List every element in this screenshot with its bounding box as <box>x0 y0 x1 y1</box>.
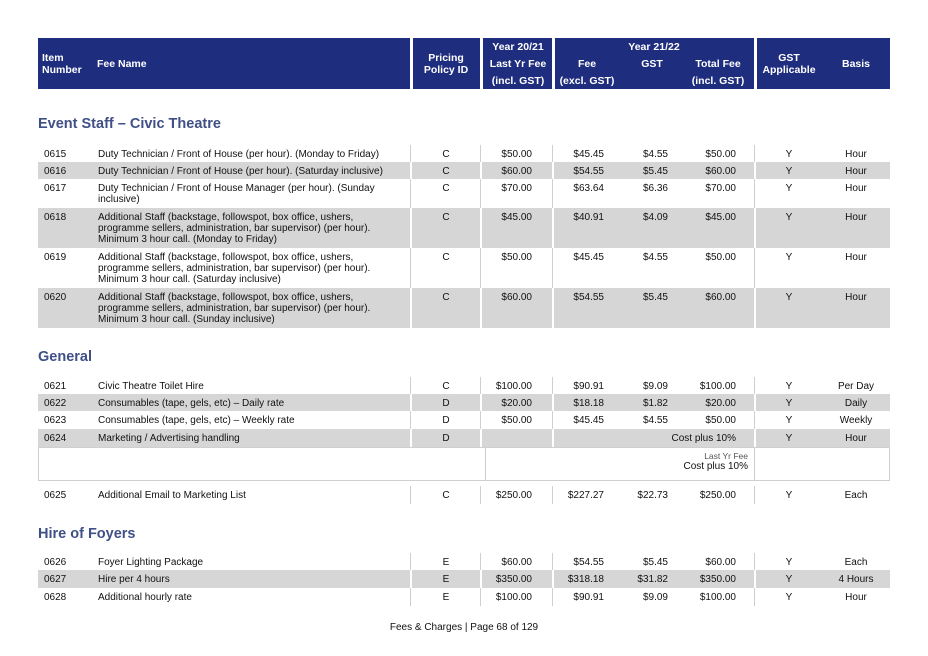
cell-policy: D <box>442 415 450 426</box>
table-row <box>38 248 890 288</box>
cell-fee: $54.55 <box>573 166 604 177</box>
cell-basis: Hour <box>845 149 867 160</box>
table-row <box>38 588 890 606</box>
table-row <box>38 162 890 179</box>
cell-name: Hire per 4 hours <box>98 574 170 585</box>
table-row <box>38 486 890 504</box>
cell-fee: $90.91 <box>573 381 604 392</box>
cell-name: Additional hourly rate <box>98 592 192 603</box>
cell-total: $50.00 <box>705 149 736 160</box>
cell-last: $350.00 <box>495 574 532 585</box>
cell-gst: $5.45 <box>642 557 668 568</box>
cell-total: $20.00 <box>705 398 736 409</box>
cell-basis: Hour <box>845 166 867 177</box>
section-title: General <box>38 349 92 365</box>
cell-gst: $5.45 <box>642 166 668 177</box>
cell-fee: $318.18 <box>567 574 604 585</box>
section-title: Event Staff – Civic Theatre <box>38 116 221 132</box>
cell-last: $50.00 <box>501 252 532 263</box>
table-row <box>38 429 890 447</box>
cell-policy: C <box>442 149 450 160</box>
cell-item: 0627 <box>44 574 67 585</box>
cell-total: $50.00 <box>705 415 736 426</box>
cell-basis: Per Day <box>837 381 875 392</box>
cell-name: Civic Theatre Toilet Hire <box>98 381 204 392</box>
cell-total: $100.00 <box>699 592 736 603</box>
cell-name: Duty Technician / Front of House Manager (per hour). (Sunday inclusive) <box>98 183 375 205</box>
cell-name: Additional Staff (backstage, followspot, box office, ushers, programme sellers, administration, bar supervisor) (per hour). Minimum 3 hour call. (Monday to Friday) <box>98 212 371 245</box>
cell-basis: Hour <box>845 212 867 223</box>
cell-item: 0616 <box>44 166 67 177</box>
header-incl-gst-prev: (incl. GST) <box>491 75 545 87</box>
cell-applicable: Y <box>785 166 793 177</box>
cell-applicable: Y <box>785 490 793 501</box>
cell-fee: $40.91 <box>573 212 604 223</box>
cell-policy: C <box>442 381 450 392</box>
header-basis: Basis <box>841 57 871 70</box>
cell-gst: $4.09 <box>642 212 668 223</box>
table-row <box>38 570 890 588</box>
cell-last: $60.00 <box>501 557 532 568</box>
table-row <box>38 377 890 394</box>
header-last-yr-fee: Last Yr Fee <box>489 58 547 70</box>
cell-item: 0626 <box>44 557 67 568</box>
cell-name: Consumables (tape, gels, etc) – Weekly rate <box>98 415 295 426</box>
cell-fee: $45.45 <box>573 149 604 160</box>
cell-total: $45.00 <box>705 212 736 223</box>
cell-applicable: Y <box>785 183 793 194</box>
header-incl-gst-curr: (incl. GST) <box>691 75 745 87</box>
table-row <box>38 553 890 570</box>
cell-applicable: Y <box>785 381 793 392</box>
page-footer: Fees & Charges | Page 68 of 129 <box>389 622 539 633</box>
cell-last: $70.00 <box>501 183 532 194</box>
header-gst: GST <box>641 58 663 70</box>
section-title: Hire of Foyers <box>38 526 136 542</box>
cell-last: $20.00 <box>501 398 532 409</box>
header-fee-name: Fee Name <box>97 57 147 70</box>
header-total-fee: Total Fee <box>695 58 741 70</box>
cell-total: $60.00 <box>705 292 736 303</box>
cell-applicable: Y <box>785 252 793 263</box>
table-row <box>38 411 890 429</box>
cell-gst: $1.82 <box>642 398 668 409</box>
cell-name: Duty Technician / Front of House (per hour). (Saturday inclusive) <box>98 166 383 177</box>
cell-applicable: Y <box>785 292 793 303</box>
cell-item: 0618 <box>44 212 67 223</box>
cell-last: $60.00 <box>501 292 532 303</box>
cell-policy: C <box>442 292 450 303</box>
cell-policy: C <box>442 183 450 194</box>
cell-item: 0625 <box>44 490 67 501</box>
cell-basis: Daily <box>844 398 868 409</box>
cell-item: 0620 <box>44 292 67 303</box>
cell-applicable: Y <box>785 592 793 603</box>
header-pricing-policy: Pricing Policy ID <box>423 51 469 76</box>
cell-fee: $54.55 <box>573 557 604 568</box>
cell-item: 0621 <box>44 381 67 392</box>
cell-total: $250.00 <box>699 490 736 501</box>
cell-basis: Each <box>844 490 868 501</box>
cell-name: Additional Staff (backstage, followspot, box office, ushers, programme sellers, administration, bar supervisor) (per hour). Minimum 3 hour call. (Saturday inclusive) <box>98 252 371 285</box>
cell-item: 0617 <box>44 183 67 194</box>
header-gst-applicable: GST Applicable <box>762 51 816 76</box>
cell-policy: C <box>442 490 450 501</box>
cell-basis: Hour <box>845 292 867 303</box>
cell-total: $60.00 <box>705 557 736 568</box>
cell-basis: Hour <box>845 252 867 263</box>
cell-policy: C <box>442 212 450 223</box>
note-label: Last Yr Fee <box>704 451 748 461</box>
cell-item: 0628 <box>44 592 67 603</box>
cell-total: $70.00 <box>705 183 736 194</box>
cell-gst: $9.09 <box>642 592 668 603</box>
cell-item: 0619 <box>44 252 67 263</box>
cell-policy: C <box>442 166 450 177</box>
cell-gst: $4.55 <box>642 252 668 263</box>
cell-gst: $5.45 <box>642 292 668 303</box>
cell-policy: E <box>442 574 450 585</box>
cell-applicable: Y <box>785 574 793 585</box>
cell-applicable: Y <box>785 398 793 409</box>
note-row <box>38 447 890 481</box>
cell-basis: 4 Hours <box>838 574 874 585</box>
cell-basis: Hour <box>845 433 867 444</box>
cell-fee: $63.64 <box>573 183 604 194</box>
cell-name: Foyer Lighting Package <box>98 557 204 568</box>
cell-item: 0624 <box>44 433 67 444</box>
cell-item: 0622 <box>44 398 67 409</box>
cell-policy: D <box>442 433 450 444</box>
table-row <box>38 145 890 162</box>
cell-gst: $4.55 <box>642 149 668 160</box>
cell-name: Additional Email to Marketing List <box>98 490 246 501</box>
cell-total: $100.00 <box>699 381 736 392</box>
cell-policy: E <box>442 557 450 568</box>
cell-name: Duty Technician / Front of House (per hour). (Monday to Friday) <box>98 149 380 160</box>
cell-gst: $4.55 <box>642 415 668 426</box>
cell-name: Additional Staff (backstage, followspot, box office, ushers, programme sellers, administration, bar supervisor) (per hour). Minimum 3 hour call. (Sunday inclusive) <box>98 292 371 325</box>
cell-policy: D <box>442 398 450 409</box>
cell-last: $50.00 <box>501 415 532 426</box>
cell-last: $45.00 <box>501 212 532 223</box>
cell-total: $60.00 <box>705 166 736 177</box>
cell-total: $50.00 <box>705 252 736 263</box>
cell-fee: $45.45 <box>573 252 604 263</box>
table-row <box>38 179 890 208</box>
cell-applicable: Y <box>785 415 793 426</box>
cell-policy: C <box>442 252 450 263</box>
cell-gst: $22.73 <box>637 490 668 501</box>
cell-fee: $90.91 <box>573 592 604 603</box>
cell-applicable: Y <box>785 433 793 444</box>
cell-applicable: Y <box>785 557 793 568</box>
cell-gst: $9.09 <box>642 381 668 392</box>
cell-last: $100.00 <box>495 592 532 603</box>
cell-fee: $54.55 <box>573 292 604 303</box>
header-excl-gst: (excl. GST) <box>559 75 615 87</box>
table-row <box>38 394 890 411</box>
note-value: Cost plus 10% <box>683 461 748 472</box>
header-year-prev: Year 20/21 <box>492 41 544 53</box>
table-header <box>38 38 890 89</box>
cell-applicable: Y <box>785 212 793 223</box>
cell-gst: $31.82 <box>637 574 668 585</box>
cell-basis: Hour <box>845 592 867 603</box>
cell-applicable: Y <box>785 149 793 160</box>
table-row <box>38 288 890 328</box>
cell-item: 0623 <box>44 415 67 426</box>
cell-last: $60.00 <box>501 166 532 177</box>
cell-last: $100.00 <box>495 381 532 392</box>
cell-basis: Each <box>844 557 868 568</box>
header-item-number: Item Number <box>42 51 82 76</box>
cell-fee: $18.18 <box>573 398 604 409</box>
cell-last: $250.00 <box>495 490 532 501</box>
cell-basis: Weekly <box>839 415 873 426</box>
header-fee: Fee <box>577 58 597 70</box>
cell-item: 0615 <box>44 149 67 160</box>
header-year-curr: Year 21/22 <box>628 41 680 53</box>
cell-policy: E <box>442 592 450 603</box>
cell-last: $50.00 <box>501 149 532 160</box>
cell-fee: $227.27 <box>567 490 604 501</box>
table-row <box>38 208 890 248</box>
cell-name: Marketing / Advertising handling <box>98 433 240 444</box>
cell-total: Cost plus 10% <box>671 433 736 444</box>
cell-basis: Hour <box>845 183 867 194</box>
cell-gst: $6.36 <box>642 183 668 194</box>
cell-name: Consumables (tape, gels, etc) – Daily rate <box>98 398 285 409</box>
cell-total: $350.00 <box>699 574 736 585</box>
cell-fee: $45.45 <box>573 415 604 426</box>
